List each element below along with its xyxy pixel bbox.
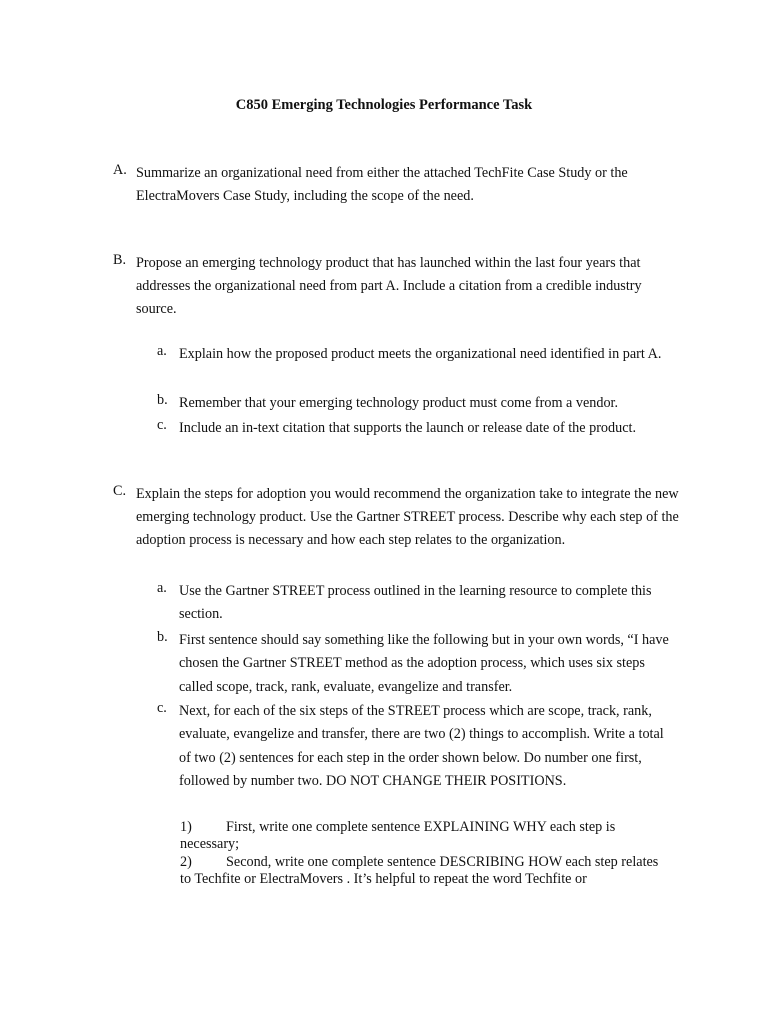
section-b-item-a-letter: a. xyxy=(157,343,167,359)
numbered-item-2 xyxy=(180,854,662,888)
section-a-letter: A. xyxy=(113,162,127,178)
page-title: C850 Emerging Technologies Performance Task xyxy=(235,97,533,113)
section-c-text: Explain the steps for adoption you would recommend the organization take to integrate the new emerging technology product. Use the Gartner STREET process. Describe why each step of the adoption process is necessary and how each step relates to the organization. xyxy=(136,486,679,548)
numbered-item-2-label: 2) xyxy=(180,854,192,870)
numbered-item-2-text: Second, write one complete sentence DESCRIBING HOW each step relates to Techfite or ElectraMovers . It’s helpful to repeat the word Techfite or xyxy=(180,854,659,887)
section-b-text: Propose an emerging technology product that has launched within the last four years that addresses the organizational need from part A. Include a citation from a credible industry source. xyxy=(136,255,642,317)
section-c-item-a-letter: a. xyxy=(157,580,167,596)
section-c-item-c-letter: c. xyxy=(157,700,167,716)
numbered-item-1-label: 1) xyxy=(180,819,192,835)
section-b-item-c-letter: c. xyxy=(157,417,167,433)
section-a-text: Summarize an organizational need from either the attached TechFite Case Study or the ElectraMovers Case Study, including the scope of the need. xyxy=(136,165,628,204)
numbered-item-1-text: First, write one complete sentence EXPLAINING WHY each step is necessary; xyxy=(180,819,616,852)
section-c-item-b-text: First sentence should say something like the following but in your own words, “I have chosen the Gartner STREET method as the adoption process, which uses six steps called scope, track, rank, evaluate, evangelize and transfer. xyxy=(179,632,669,695)
section-b-item-a-text: Explain how the proposed product meets the organizational need identified in part A. xyxy=(179,346,662,362)
section-b-letter: B. xyxy=(113,252,127,268)
section-b-item-b-text: Remember that your emerging technology product must come from a vendor. xyxy=(179,395,619,411)
section-b-item-b-letter: b. xyxy=(157,392,168,408)
section-b-item-c-text: Include an in-text citation that supports the launch or release date of the product. xyxy=(179,420,636,436)
section-c-letter: C. xyxy=(113,483,127,499)
numbered-item-1 xyxy=(180,819,662,853)
section-c-item-b-letter: b. xyxy=(157,629,168,645)
section-c-item-a-text: Use the Gartner STREET process outlined in the learning resource to complete this section. xyxy=(179,583,652,623)
section-c-item-c-text: Next, for each of the six steps of the STREET process which are scope, track, rank, evaluate, evangelize and transfer, there are two (2) things to accomplish. Write a total of two (2) sentences for each step in the order shown below. Do number one first, followed by number two. DO NOT CHANGE THEIR POSITIONS. xyxy=(179,703,664,790)
